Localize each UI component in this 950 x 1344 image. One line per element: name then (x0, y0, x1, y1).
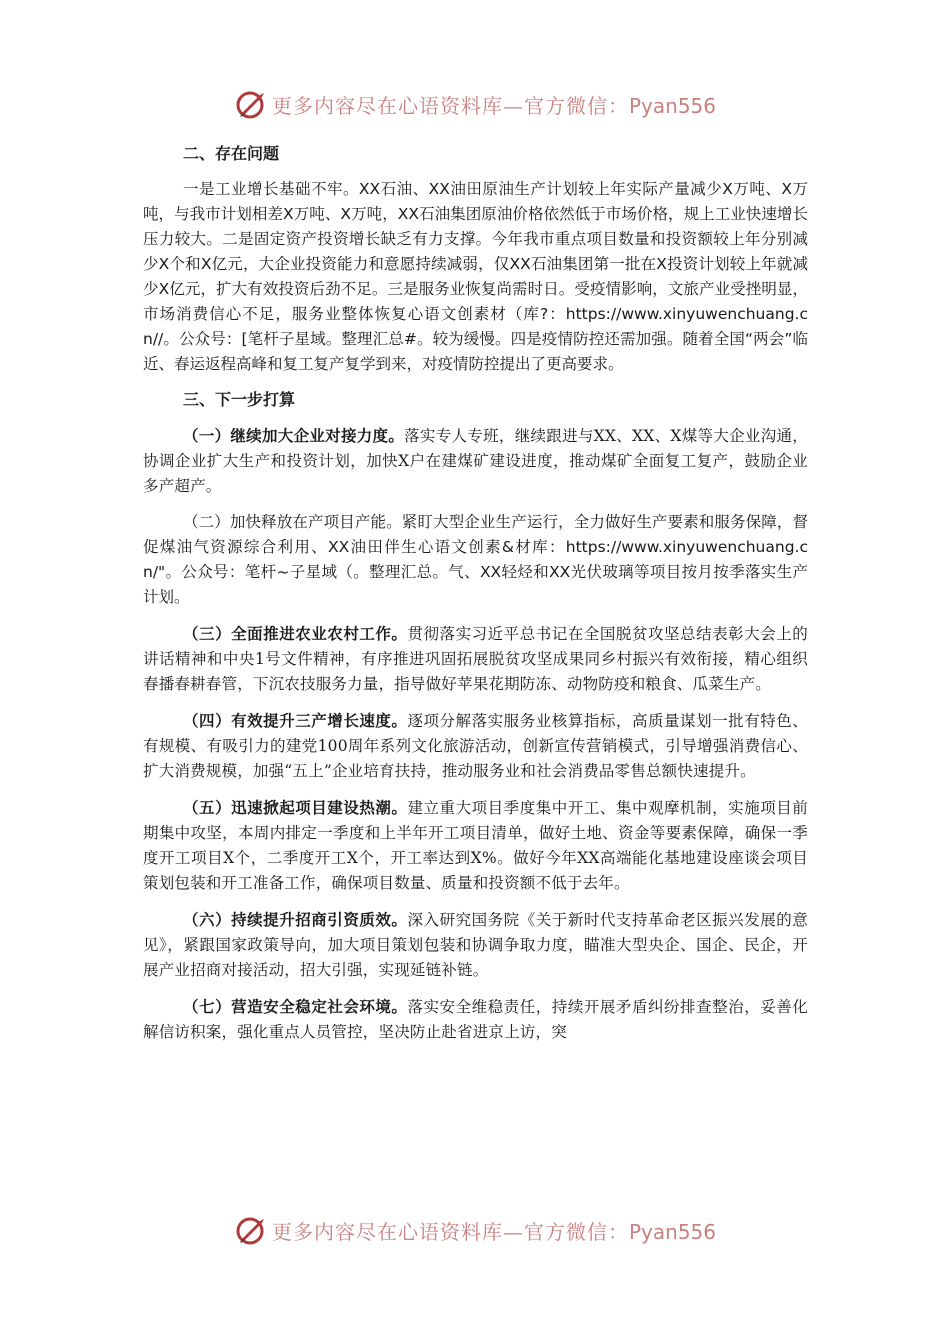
brush-logo-icon (234, 87, 268, 121)
section-2-paragraph: 一是工业增长基础不牢。XX石油、XX油田原油生产计划较上年实际产量减少X万吨、X万吨，与我市计划相差X万吨、X万吨，XX石油集团原油价格依然低于市场价格，规上工业快速增长压力较大。二是固定资产投资增长缺乏有力支撑。今年我市重点项目数量和投资额较上年分别减少X个和X亿元，大企业投资能力和意愿持续减弱，仅XX石油集团第一批在X投资计划较上年就减少X亿元，扩大有效投资后劲不足。三是服务业恢复尚需时日。受疫情影响，文旅产业受挫明显，市场消费信心不足，服务业整体恢复心语文创素材（库?：https://www.xinyuwenchuang.cn//。公众号：[笔杆子星域。整理汇总#。较为缓慢。四是疫情防控还需加强。随着全国“两会”临近、春运返程高峰和复工复产复学到来，对疫情防控提出了更高要求。 (143, 180, 808, 373)
footer-watermark-banner (0, 1210, 950, 1250)
section-3-heading: 三、下一步打算 (183, 390, 296, 409)
header-watermark-banner (0, 84, 950, 124)
plan-item-7: （七）营造安全稳定社会环境。落实安全维稳责任，持续开展矛盾纠纷排查整治，妥善化解信访积案，强化重点人员管控，坚决防止赴省进京上访，突 (143, 997, 808, 1041)
banner-text: 更多内容尽在心语资料库—官方微信：Pyan556 (271, 93, 716, 118)
document-body (143, 142, 808, 1056)
section-2-heading: 二、存在问题 (183, 144, 280, 163)
plan-item-4: （四）有效提升三产增长速度。逐项分解落实服务业核算指标，高质量谋划一批有特色、有规模、有吸引力的建党100周年系列文化旅游活动，创新宣传营销模式，引导增强消费信心、扩大消费规模，加强“五上”企业培育扶持，推动服务业和社会消费品零售总额快速提升。 (143, 711, 808, 780)
brush-logo-icon (234, 1213, 268, 1247)
plan-item-1: （一）继续加大企业对接力度。落实专人专班，继续跟进与XX、XX、X煤等大企业沟通，协调企业扩大生产和投资计划，加快X户在建煤矿建设进度，推动煤矿全面复工复产，鼓励企业多产超产。 (143, 426, 808, 495)
plan-item-6: （六）持续提升招商引资质效。深入研究国务院《关于新时代支持革命老区振兴发展的意见》，紧跟国家政策导向，加大项目策划包装和协调争取力度，瞄准大型央企、国企、民企，开展产业招商对接活动，招大引强，实现延链补链。 (143, 910, 808, 979)
plan-item-2: （二）加快释放在产项目产能。紧盯大型企业生产运行，全力做好生产要素和服务保障，督促煤油气资源综合利用、XX油田伴生心语文创素&材库：https://www.xinyuwenchuang.cn/"。公众号：笔杆~子星域（。整理汇总。气、XX轻烃和XX光伏玻璃等项目按月按季落实生产计划。 (143, 513, 808, 606)
plan-item-5: （五）迅速掀起项目建设热潮。建立重大项目季度集中开工、集中观摩机制，实施项目前期集中攻坚，本周内排定一季度和上半年开工项目清单，做好土地、资金等要素保障，确保一季度开工项目X个，二季度开工X个，开工率达到X%。做好今年XX高端能化基地建设座谈会项目策划包装和开工准备工作，确保项目数量、质量和投资额不低于去年。 (143, 798, 808, 892)
plan-item-3: （三）全面推进农业农村工作。贯彻落实习近平总书记在全国脱贫攻坚总结表彰大会上的讲话精神和中央1号文件精神，有序推进巩固拓展脱贫攻坚成果同乡村振兴有效衔接，精心组织春播春耕春管，下沉农技服务力量，指导做好苹果花期防冻、动物防疫和粮食、瓜菜生产。 (143, 624, 808, 693)
banner-text: 更多内容尽在心语资料库—官方微信：Pyan556 (271, 1219, 716, 1244)
banner-wechat-id: Pyan556 (628, 93, 716, 118)
banner-wechat-id: Pyan556 (628, 1219, 716, 1244)
